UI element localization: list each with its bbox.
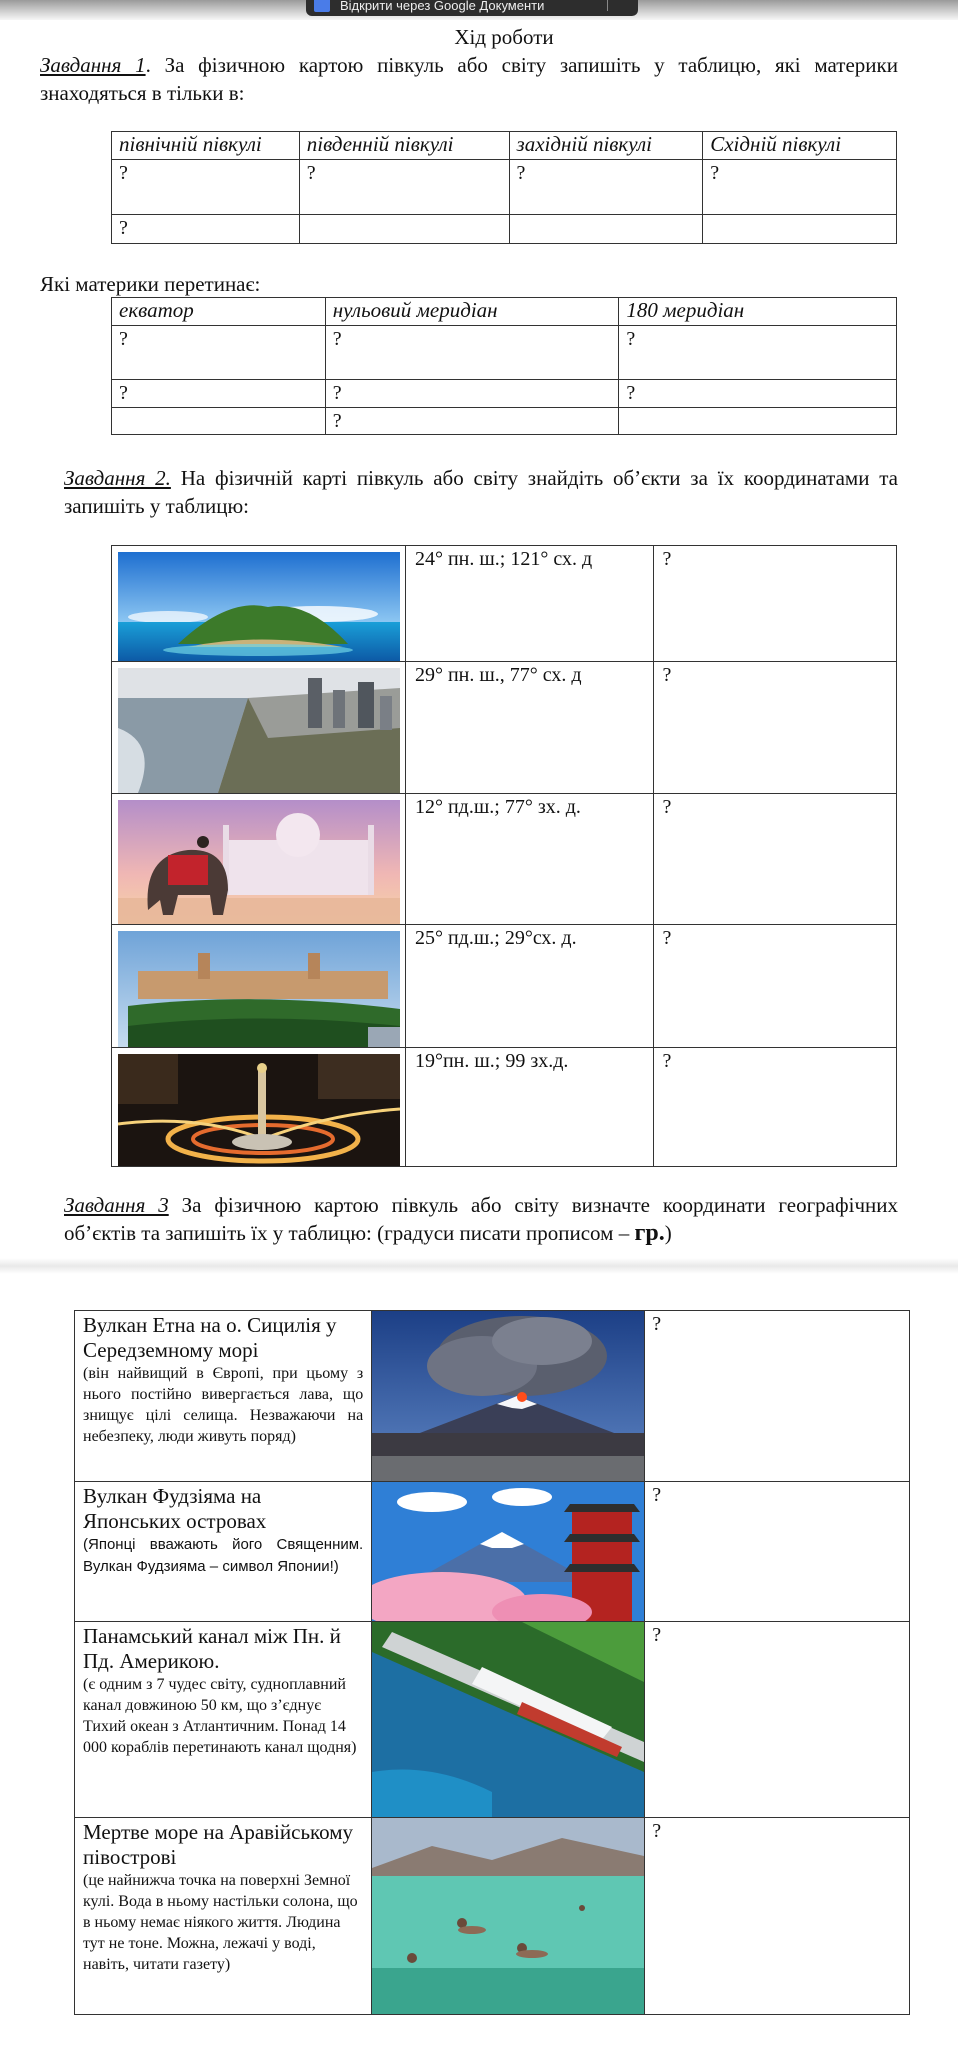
table-cell[interactable]: ? (325, 408, 619, 435)
task3-label: Завдання 3 (64, 1193, 169, 1217)
table-header: Східній півкулі (703, 132, 897, 160)
taj-mahal-elephant-image (118, 800, 400, 924)
object-name: Панамський канал між Пн. й Пд. Америкою. (83, 1624, 341, 1673)
image-cell (372, 1818, 645, 2015)
task1-text: . За фізичною картою півкуль або світу запишіть у таблицю, які материки знаходяться в тільки в: (40, 53, 898, 105)
table-cell[interactable]: ? (509, 160, 703, 215)
hemispheres-table (111, 131, 897, 244)
answer-cell[interactable]: ? (653, 794, 896, 925)
object-name: Вулкан Фудзіяма на Японських островах (83, 1484, 267, 1533)
task2-text: На фізичній карті півкуль або світу знайдіть об’єкти за їх координатами та запишіть у таблицю: (64, 466, 898, 518)
answer-cell[interactable]: ? (653, 1048, 896, 1167)
object-name: Мертве море на Аравійському півострові (83, 1820, 354, 1869)
task3-text: За фізичною картою півкуль або світу визначте координати географічних об’єктів та запишіть їх у таблицю: (градуси писати прописом – (64, 1193, 898, 1245)
image-cell (372, 1622, 645, 1818)
etna-eruption-image (372, 1311, 644, 1481)
answer-cell[interactable]: ? (645, 1818, 910, 2015)
task3-text-end: ) (664, 1221, 672, 1245)
divider (607, 0, 608, 11)
object-description (75, 1818, 372, 2015)
crossing-table (111, 297, 897, 435)
object-description (75, 1622, 372, 1818)
object-description (75, 1311, 372, 1482)
answer-cell[interactable]: ? (653, 925, 896, 1048)
image-cell (112, 1048, 406, 1167)
object-description (75, 1482, 372, 1622)
tropical-island-image (118, 552, 400, 661)
cross-label: Які материки перетинає: (40, 272, 261, 296)
answer-cell[interactable]: ? (645, 1311, 910, 1482)
image-cell (112, 546, 406, 662)
table-header: нульовий меридіан (325, 298, 619, 326)
table-cell[interactable]: ? (703, 160, 897, 215)
viewer-top-bar (0, 0, 958, 20)
coords-cell: 19°пн. ш.; 99 зх.д. (405, 1048, 653, 1167)
answer-cell[interactable]: ? (653, 546, 896, 662)
table-header: західній півкулі (509, 132, 703, 160)
table-header: 180 меридіан (619, 298, 897, 326)
object-note: (Японці вважають його Священним. Вулкан Фудзияма – символ Японии!) (83, 1536, 364, 1575)
objects-table (74, 1310, 910, 2015)
table-header: північній півкулі (112, 132, 300, 160)
dead-sea-image (372, 1818, 644, 2014)
answer-cell[interactable]: ? (645, 1482, 910, 1622)
fuji-pagoda-image (372, 1482, 644, 1621)
table-cell[interactable]: ? (112, 380, 326, 408)
table-cell[interactable] (509, 215, 703, 244)
coords-cell: 24° пн. ш.; 121° сх. д (405, 546, 653, 662)
task2-label: Завдання 2. (64, 466, 171, 490)
table-header: екватор (112, 298, 326, 326)
task3-instruction (64, 1191, 898, 1247)
table-cell[interactable]: ? (112, 160, 300, 215)
table-cell[interactable]: ? (325, 380, 619, 408)
panama-canal-image (372, 1622, 644, 1817)
image-cell (112, 794, 406, 925)
open-with-google-docs-button[interactable] (306, 0, 638, 16)
answer-cell[interactable]: ? (645, 1622, 910, 1818)
coordinates-table (111, 545, 897, 1167)
object-name: Вулкан Етна на о. Сицилія у Середземному морі (83, 1313, 337, 1362)
union-buildings-image (118, 931, 400, 1047)
image-cell (372, 1311, 645, 1482)
object-note: (є одним з 7 чудес світу, судноплавний канал довжиною 50 км, що з’єднує Тихий океан з Атлантичним. Понад 14 000 кораблів перетинають канал щодня) (83, 1676, 357, 1756)
coords-cell: 25° пд.ш.; 29°сх. д. (405, 925, 653, 1048)
answer-cell[interactable]: ? (653, 662, 896, 794)
task3-bold: гр. (634, 1220, 665, 1246)
task1-label: Завдання 1 (40, 53, 146, 77)
city-night-roundabout-image (118, 1054, 400, 1166)
table-cell[interactable] (703, 215, 897, 244)
image-cell (112, 925, 406, 1048)
table-cell[interactable]: ? (112, 215, 300, 244)
google-docs-icon (314, 0, 330, 12)
table-header: південній півкулі (299, 132, 509, 160)
coastal-city-image (118, 668, 400, 793)
table-cell[interactable]: ? (325, 326, 619, 380)
table-cell[interactable]: ? (619, 326, 897, 380)
open-with-label: Відкрити через Google Документи (340, 0, 545, 13)
table-cell[interactable] (619, 408, 897, 435)
table-cell[interactable] (112, 408, 326, 435)
coords-cell: 12° пд.ш.; 77° зх. д. (405, 794, 653, 925)
page-title: Хід роботи (454, 25, 554, 49)
coords-cell: 29° пн. ш., 77° сх. д (405, 662, 653, 794)
task2-instruction (64, 464, 898, 520)
table-cell[interactable]: ? (112, 326, 326, 380)
page-break (0, 1258, 958, 1274)
table-cell[interactable]: ? (619, 380, 897, 408)
table-cell[interactable] (299, 215, 509, 244)
image-cell (112, 662, 406, 794)
object-note: (це найнижча точка на поверхні Земної кулі. Вода в ньому настільки солона, що в ньому немає ніякого життя. Людина тут не тоне. Можна, лежачі у воді, навіть, читати газету) (83, 1872, 358, 1973)
image-cell (372, 1482, 645, 1622)
object-note: (він найвищий в Європі, при цьому з нього постійно вивергається лава, що знищує цілі селища. Незважаючи на небезпеку, люди живуть поряд) (83, 1365, 364, 1445)
table-cell[interactable]: ? (299, 160, 509, 215)
task1-instruction (40, 51, 898, 107)
